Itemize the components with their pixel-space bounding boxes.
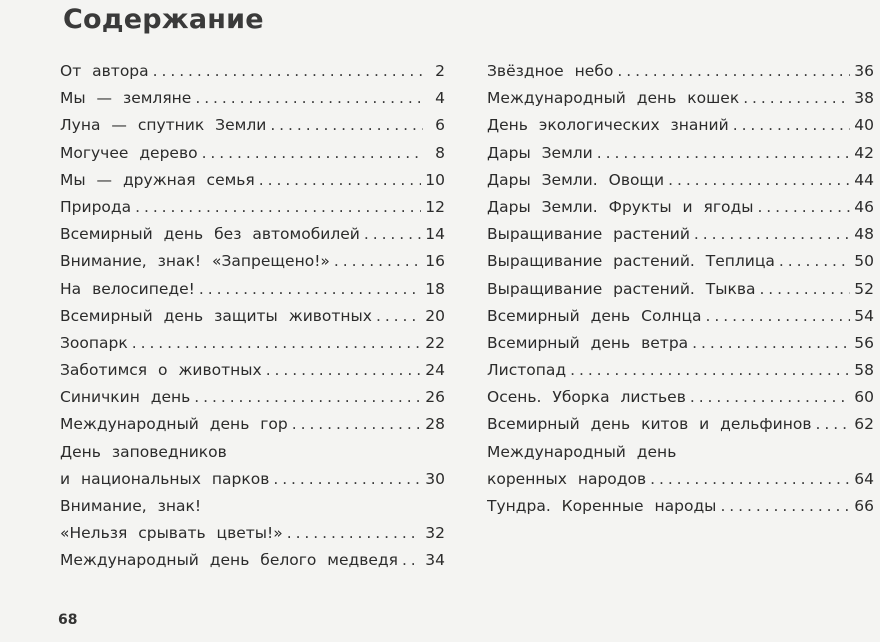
toc-entry-page: 32 xyxy=(425,524,445,543)
toc-entry-page: 34 xyxy=(425,551,445,570)
toc-entry-title: Мы — земляне xyxy=(60,89,192,108)
dot-leader xyxy=(816,411,851,438)
toc-entry xyxy=(60,58,445,85)
dot-leader xyxy=(153,58,423,85)
toc-entry-page: 54 xyxy=(854,306,874,325)
toc-entry-page: 6 xyxy=(435,116,445,135)
toc-entry-page: 58 xyxy=(854,361,874,380)
toc-entry-title: День заповедников xyxy=(60,442,227,461)
toc-line xyxy=(487,439,874,466)
toc-entry-title: Внимание, знак! «Запрещено!» xyxy=(60,252,330,271)
toc-entry xyxy=(60,276,445,303)
toc-line xyxy=(60,85,445,112)
toc-line xyxy=(487,167,874,194)
toc-entry-title: День экологических знаний xyxy=(487,116,729,135)
toc-entry xyxy=(60,493,445,547)
toc-entry-title: Выращивание растений xyxy=(487,225,690,244)
toc-entry-title: Тундра. Коренные народы xyxy=(487,497,717,515)
toc-line xyxy=(487,248,874,275)
toc-entry-title: Осень. Уборка листьев xyxy=(487,388,686,407)
toc-entry-page: 48 xyxy=(854,225,874,244)
dot-leader xyxy=(202,140,423,167)
toc-entry xyxy=(487,411,874,438)
toc-entry-title: «Нельзя срывать цветы!» xyxy=(60,524,283,543)
page-number: 68 xyxy=(58,612,78,628)
toc-entry-page: 30 xyxy=(425,469,445,488)
toc-column-right xyxy=(487,58,874,520)
toc-entry xyxy=(60,140,445,167)
toc-entry-page: 26 xyxy=(425,388,445,407)
toc-entry-title: Выращивание растений. Тыква xyxy=(487,279,756,298)
toc-entry-title: Международный день xyxy=(487,442,677,461)
toc-entry-page: 8 xyxy=(435,143,445,162)
toc-line xyxy=(487,411,874,438)
toc-line xyxy=(487,357,874,384)
toc-line xyxy=(487,140,874,167)
toc-entry-title: Мы — дружная семья xyxy=(60,170,255,189)
dot-leader xyxy=(690,384,850,411)
dot-leader xyxy=(706,303,851,330)
dot-leader xyxy=(270,112,423,139)
dot-leader xyxy=(195,85,423,112)
dot-leader xyxy=(692,330,850,357)
dot-leader xyxy=(597,140,851,167)
toc-entry-page: 56 xyxy=(854,333,874,352)
toc-line xyxy=(487,276,874,303)
toc-entry-page: 4 xyxy=(435,89,445,108)
dot-leader xyxy=(402,547,421,574)
toc-entry xyxy=(60,194,445,221)
toc-entry xyxy=(487,330,874,357)
toc-line xyxy=(487,221,874,248)
dot-leader xyxy=(259,167,422,194)
toc-line xyxy=(60,112,445,139)
toc-line xyxy=(60,466,445,493)
dot-leader xyxy=(757,194,850,221)
toc-entry-title: Дары Земли. Фрукты и ягоды xyxy=(487,197,754,216)
toc-line xyxy=(60,58,445,85)
toc-entry xyxy=(487,167,874,194)
toc-entry-page: 50 xyxy=(854,252,874,271)
toc-line xyxy=(487,112,874,139)
dot-leader xyxy=(668,167,850,194)
toc-entry-title: Могучее дерево xyxy=(60,143,198,162)
toc-line xyxy=(60,357,445,384)
toc-entry xyxy=(487,357,874,384)
toc-line xyxy=(60,194,445,221)
toc-line xyxy=(487,330,874,357)
toc-entry-title: Всемирный день без автомобилей xyxy=(60,225,360,244)
toc-entry xyxy=(487,303,874,330)
toc-entry xyxy=(60,547,445,574)
toc-entry xyxy=(60,439,445,493)
dot-leader xyxy=(199,276,421,303)
toc-entry-page: 62 xyxy=(854,415,874,434)
toc-entry-title: коренных народов xyxy=(487,469,647,488)
toc-entry xyxy=(487,248,874,275)
toc-column-left xyxy=(60,58,445,575)
toc-entry-title: Выращивание растений. Теплица xyxy=(487,252,775,271)
toc-entry-title: Зоопарк xyxy=(60,333,128,352)
toc-entry-title: От автора xyxy=(60,62,149,80)
toc-entry-page: 22 xyxy=(425,333,445,352)
dot-leader xyxy=(733,112,851,139)
dot-leader xyxy=(720,493,850,520)
toc-entry-page: 36 xyxy=(854,62,874,80)
toc-line xyxy=(487,466,874,493)
dot-leader xyxy=(694,221,850,248)
toc-entry-title: Международный день гор xyxy=(60,415,288,434)
toc-line xyxy=(60,411,445,438)
toc-entry xyxy=(60,112,445,139)
dot-leader xyxy=(376,303,421,330)
toc-entry-page: 52 xyxy=(854,279,874,298)
toc-entry-title: Луна — спутник Земли xyxy=(60,116,267,135)
toc-entry-page: 24 xyxy=(425,361,445,380)
page-title: Содержание xyxy=(63,4,264,35)
toc-entry-page: 46 xyxy=(854,197,874,216)
toc-line xyxy=(60,303,445,330)
toc-entry xyxy=(60,221,445,248)
toc-entry-title: Международный день белого медведя xyxy=(60,551,398,570)
toc-entry-title: Дары Земли xyxy=(487,143,593,162)
toc-line xyxy=(487,303,874,330)
dot-leader xyxy=(617,58,850,85)
toc-line xyxy=(60,248,445,275)
toc-entry-page: 44 xyxy=(854,170,874,189)
dot-leader xyxy=(650,466,850,493)
toc-line xyxy=(487,58,874,85)
dot-leader xyxy=(364,221,421,248)
toc-entry xyxy=(487,194,874,221)
toc-entry-title: и национальных парков xyxy=(60,469,270,488)
toc-entry-title: Звёздное небо xyxy=(487,62,614,80)
toc-entry-page: 12 xyxy=(425,197,445,216)
toc-entry-page: 20 xyxy=(425,306,445,325)
dot-leader xyxy=(779,248,850,275)
toc-entry xyxy=(487,221,874,248)
dot-leader xyxy=(132,330,422,357)
dot-leader xyxy=(135,194,421,221)
toc-entry-title: Синичкин день xyxy=(60,388,191,407)
toc-line xyxy=(60,276,445,303)
toc-entry-title: Заботимся о животных xyxy=(60,361,262,380)
toc-entry-page: 40 xyxy=(854,116,874,135)
dot-leader xyxy=(273,466,421,493)
toc-line xyxy=(487,493,874,520)
dot-leader xyxy=(266,357,422,384)
toc-entry-page: 66 xyxy=(854,497,874,515)
toc-entry-title: На велосипеде! xyxy=(60,279,195,298)
toc-entry xyxy=(60,330,445,357)
toc-entry xyxy=(60,411,445,438)
toc-entry xyxy=(487,439,874,493)
toc-line xyxy=(60,221,445,248)
toc-line xyxy=(487,384,874,411)
toc-entry xyxy=(487,58,874,85)
toc-entry-page: 60 xyxy=(854,388,874,407)
toc-entry xyxy=(60,357,445,384)
toc-entry-page: 14 xyxy=(425,225,445,244)
toc-entry-title: Дары Земли. Овощи xyxy=(487,170,665,189)
toc-entry-title: Международный день кошек xyxy=(487,89,740,108)
toc-entry-title: Внимание, знак! xyxy=(60,497,202,515)
toc-entry xyxy=(487,276,874,303)
toc-entry-title: Всемирный день Солнца xyxy=(487,306,702,325)
toc-entry-page: 2 xyxy=(435,62,445,80)
toc-entry-page: 64 xyxy=(854,469,874,488)
toc-entry xyxy=(487,384,874,411)
dot-leader xyxy=(570,357,850,384)
toc-entry-title: Всемирный день ветра xyxy=(487,333,689,352)
dot-leader xyxy=(743,85,850,112)
toc-entry xyxy=(60,248,445,275)
toc-entry xyxy=(60,167,445,194)
toc-entry-page: 16 xyxy=(425,252,445,271)
toc-entry-page: 18 xyxy=(425,279,445,298)
toc-line xyxy=(60,439,445,466)
toc-entry-title: Листопад xyxy=(487,361,567,380)
toc-entry-page: 42 xyxy=(854,143,874,162)
toc-line xyxy=(487,194,874,221)
toc-entry xyxy=(487,112,874,139)
toc-entry xyxy=(60,384,445,411)
toc-entry-title: Всемирный день защиты животных xyxy=(60,306,372,325)
toc-entry xyxy=(487,140,874,167)
toc-line xyxy=(60,547,445,574)
toc-line xyxy=(60,493,445,520)
toc-entry-page: 28 xyxy=(425,415,445,434)
dot-leader xyxy=(334,248,421,275)
dot-leader xyxy=(194,384,421,411)
toc-line xyxy=(60,330,445,357)
toc-entry xyxy=(487,85,874,112)
toc-entry-title: Природа xyxy=(60,197,132,216)
toc-entry-title: Всемирный день китов и дельфинов xyxy=(487,415,812,434)
dot-leader xyxy=(759,276,850,303)
toc-entry xyxy=(487,493,874,520)
toc-line xyxy=(60,520,445,547)
dot-leader xyxy=(287,520,422,547)
toc-entry xyxy=(60,303,445,330)
toc-line xyxy=(487,85,874,112)
toc-line xyxy=(60,140,445,167)
toc-entry xyxy=(60,85,445,112)
toc-line xyxy=(60,384,445,411)
toc-entry-page: 38 xyxy=(854,89,874,108)
toc-line xyxy=(60,167,445,194)
dot-leader xyxy=(292,411,422,438)
toc-entry-page: 10 xyxy=(425,170,445,189)
